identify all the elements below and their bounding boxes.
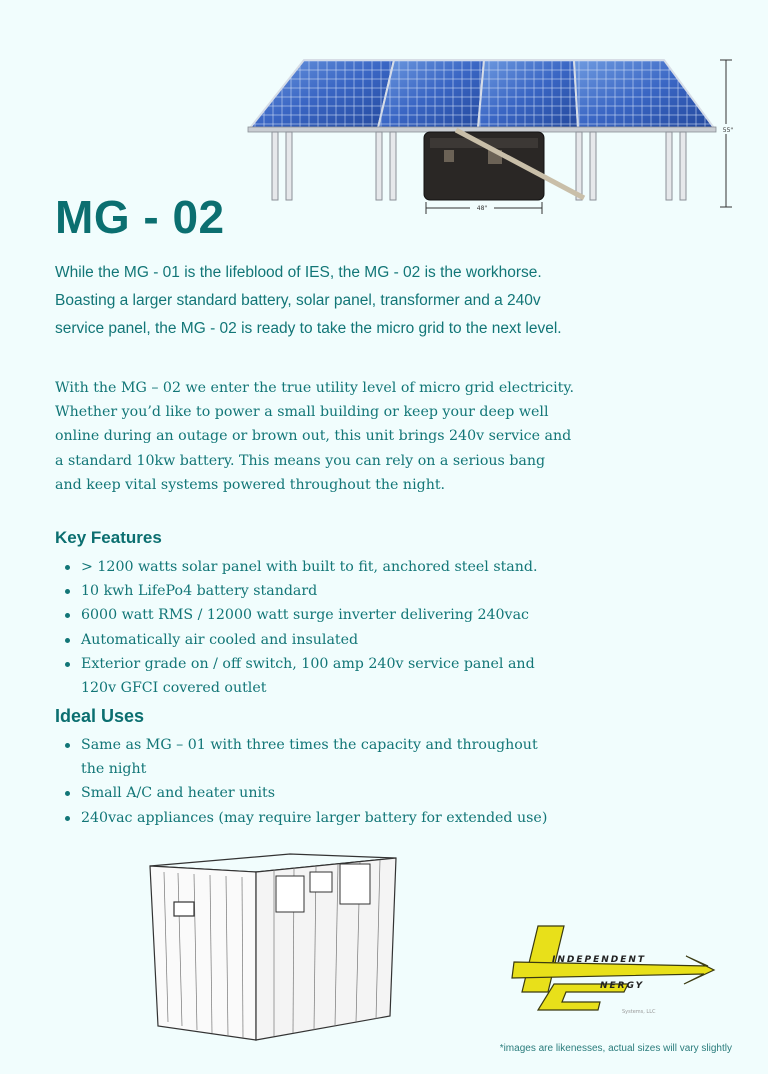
intro-paragraph: While the MG - 01 is the lifeblood of IES, the MG - 02 is the workhorse. Boasting a larger standard battery, solar panel, transformer and a 240v service panel, the MG - 02 is ready to take the micro grid to the next level. xyxy=(55,264,562,337)
logo-line2: NERGY xyxy=(600,981,645,991)
solar-rig-image xyxy=(246,52,746,222)
height-dimension-label: 55" xyxy=(722,127,734,134)
list-item: Same as MG – 01 with three times the capacity and throughout the night xyxy=(62,733,562,781)
footnote: *images are likenesses, actual sizes will vary slightly xyxy=(499,1043,732,1054)
list-item: Automatically air cooled and insulated xyxy=(62,628,562,652)
logo-line1: INDEPENDENT xyxy=(552,955,647,965)
list-item: 10 kwh LifePo4 battery standard xyxy=(62,579,562,603)
list-item: Small A/C and heater units xyxy=(62,781,562,805)
body-paragraph: With the MG – 02 we enter the true utility level of micro grid electricity. Whether you’d like to power a small building or keep your deep well online during an outage or brown out, this unit brings 240v service and a standard 10kw battery. This means you can rely on a serious bang and keep vital systems powered throughout the night. xyxy=(55,380,574,493)
list-item: > 1200 watts solar panel with built to fit, anchored steel stand. xyxy=(62,555,562,579)
list-item: 6000 watt RMS / 12000 watt surge inverter delivering 240vac xyxy=(62,603,562,627)
ideal-uses-heading: Ideal Uses xyxy=(55,706,145,726)
key-features-list xyxy=(62,555,562,700)
width-dimension-label: 48" xyxy=(476,205,488,212)
ideal-uses-list xyxy=(62,733,562,830)
key-features-heading: Key Features xyxy=(55,528,162,547)
enclosure-sketch-image xyxy=(140,850,402,1045)
independent-energy-logo xyxy=(508,922,718,1018)
page-title: MG - 02 xyxy=(55,191,225,243)
logo-line3: Systems, LLC xyxy=(622,1009,656,1015)
list-item: Exterior grade on / off switch, 100 amp 240v service panel and 120v GFCI covered outlet xyxy=(62,652,562,700)
list-item: 240vac appliances (may require larger battery for extended use) xyxy=(62,806,562,830)
